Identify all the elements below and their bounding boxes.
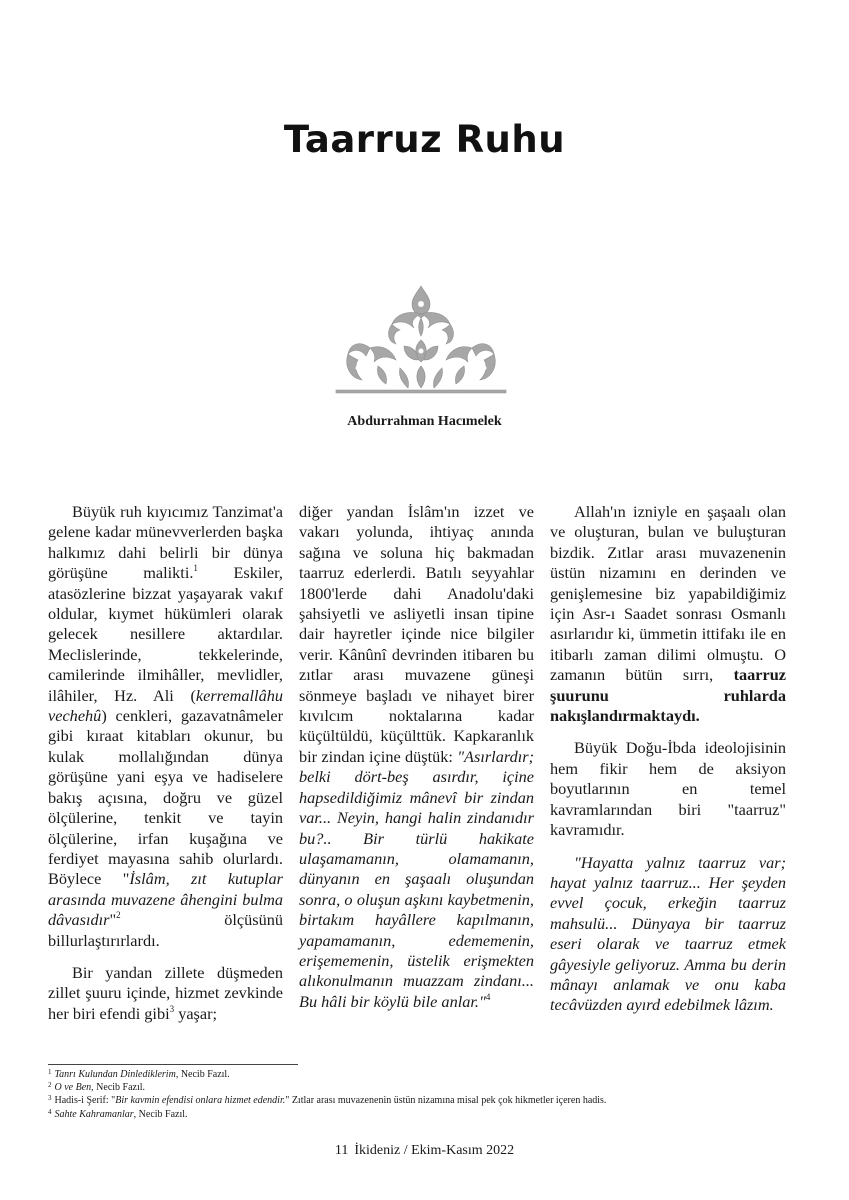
footnote-item	[48, 1068, 788, 1081]
paragraph	[550, 853, 786, 1016]
paragraph	[48, 502, 283, 951]
page-number: 11	[334, 1143, 349, 1158]
text-run: ) cenkleri, gazavatnâmeler gibi kıraat kitabları okunur, bu kulak mollalığından dünya görüşüne yani eşya ve hadiselere bakış açısına, doğru ve güzel ölçülerine, tenkit ve tayin ölçülerine, irfan kuşağına ve ferdiyet mayasına sahib olurlardı. Böylece "	[48, 706, 283, 889]
footnote-number: 3	[48, 1094, 52, 1103]
text-run: Bir yandan zillete düşmeden zillet şuuru içinde, hizmet zevkinde her biri efendi gibi	[48, 962, 283, 1023]
text-run: Büyük ruh kıyıcımız Tanzimat'a gelene kadar münevverlerden başka halkımız dahi belirli bir dünya görüşüne malikti.	[48, 502, 283, 583]
magazine-issue: İkideniz / Ekim-Kasım 2022	[354, 1143, 515, 1158]
italic-quote: İslâm, zıt kutuplar arasında muvazene âhengini bulma dâvasıdır	[48, 869, 283, 930]
footnote-item	[48, 1108, 788, 1121]
footnote-divider	[48, 1064, 298, 1065]
text-run: diğer yandan İslâm'ın izzet ve vakarı yolunda, ihtiyaç anında sağına ve soluna hiç bakmadan taarruz ederlerdi. Batılı seyyahlar 1800'lerde dahi Anadolu'daki şahsiyetli ve asliyetli insan tipine dair hayretler içinde nice bilgiler verir. Kânûnî devrinden itibaren bu zıtlar arası muvazene güneşi sönmeye başladı ve nihayet birer kıvılcım noktalarına kadar küçültüldü, küçülttük. Kapkaranlık bir zindan içine düştük:	[299, 502, 534, 766]
footnote-text: Hadis-i Şerif: "	[54, 1095, 116, 1107]
footnote-title: Bir kavmin efendisi onlara hizmet edendir.	[115, 1095, 286, 1107]
paragraph	[299, 502, 534, 1012]
bold-text: taarruz şuurunu ruhlarda nakışlandırmaktaydı.	[550, 665, 786, 726]
author-name: Abdurrahman Hacımelek	[347, 414, 502, 429]
italic-quote: "Asırlardır; belki dört-beş asırdır, içine hapsedildiğimiz mânevî bir zindan var... Neyin, hangi halin zindanıdır bu?.. Bir türlü hakikate ulaşamamanın, olamamanın, dünyanın en şaşaalı oluşundan sonra, o oluşun aşkını kaybetmenin, birtakım hayâllere kapılmanın, yapamamanın, edememenin, erişememenin, üstelik erişmekten alıkonulmanın muazzam zindanı... Bu hâli bir köylü bile anlar."	[299, 746, 534, 1011]
footnote-text: , Necib Fazıl.	[175, 1069, 230, 1080]
floral-arabesque-ornament-icon	[330, 284, 512, 396]
paragraph: Büyük Doğu-İbda ideolojisinin hem fikir hem de aksiyon boyutlarının en temel kavramlarından biri "taarruz" kavramıdır.	[550, 738, 786, 840]
footnote-ref: 3	[169, 1003, 175, 1014]
footnote-title: Tanrı Kulundan Dinlediklerim	[54, 1069, 176, 1080]
footnote-number: 2	[48, 1081, 52, 1090]
text-run: Allah'ın izniyle en şaşaalı olan ve oluşturan, bulan ve buluşturan bizdik. Zıtlar arası muvazenenin üstün nizamını en derinden ve genişlemesine biz yapabildiğimiz için Asr-ı Saadet sonrası Osmanlı asırlarıdır ki, ümmetin ittifakı ile en itibarlı zaman dilimi olmuştu. O zamanın bütün sırrı,	[550, 502, 786, 685]
text-run: ölçüsünü billurlaştırırlardı.	[48, 910, 283, 950]
text-column-2	[299, 502, 534, 1024]
footnote-number: 4	[48, 1107, 52, 1116]
italic-quote: "Hayatta yalnız taarruz var; hayat yalnız taarruz... Her şeyden evvel çocuk, erkeğin taarruz mahsulü... Dünyaya bir taarruz eseri olarak ve taarruz etmek gâyesiyle geliyoruz. Amma bu derin mânayı anlamak ve onu kaba tecâvüzden ayırd edebilmek lâzım.	[550, 852, 786, 1015]
footnote-number: 1	[48, 1068, 52, 1076]
text-run: yaşar;	[174, 1003, 218, 1023]
footnote-ref: 1	[193, 563, 198, 574]
paragraph	[48, 963, 283, 1024]
italic-text: kerremallâhu vechehû	[48, 685, 283, 726]
article-title: Taarruz Ruhu	[283, 118, 566, 161]
footnotes	[48, 1068, 788, 1121]
footnote-item	[48, 1081, 788, 1094]
footnote-ref: 4	[485, 991, 491, 1002]
paragraph	[550, 502, 786, 726]
footnote-title: O ve Ben	[54, 1082, 92, 1094]
text-run: "	[109, 910, 117, 930]
page-footer	[0, 1143, 849, 1159]
text-column-3	[550, 502, 786, 1028]
footnote-ref: 2	[116, 910, 121, 921]
text-run: Eskiler, atasözlerine bizzat yaşayarak vakıf oldular, kıymet hükümleri olarak gelecek nesillere aktardılar. Meclislerinde, tekkelerinde, camilerinde ilmihâller, mevlidler, ilâhiler, Hz. Ali (	[48, 563, 283, 705]
footnote-text: , Necib Fazıl.	[133, 1108, 188, 1120]
footnote-text: , Necib Fazıl.	[91, 1082, 146, 1094]
text-column-1	[48, 502, 283, 1036]
footnote-item	[48, 1094, 788, 1107]
footnote-text: " Zıtlar arası muvazenenin üstün nizamına misal pek çok hikmetler içeren hadis.	[285, 1095, 607, 1107]
footnote-title: Sahte Kahramanlar	[54, 1108, 134, 1120]
